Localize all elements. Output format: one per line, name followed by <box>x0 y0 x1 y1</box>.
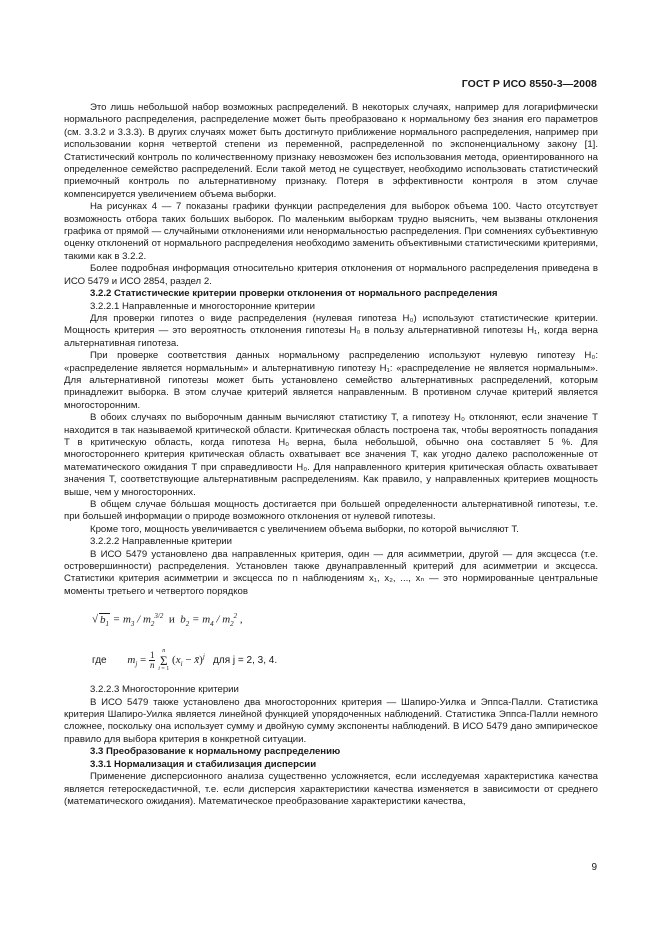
subsection-heading: 3.3.1 Нормализация и стабилизация дисперсии <box>90 758 317 770</box>
paragraph: В обоих случаях по выборочным данным вычисляют статистику T, а гипотезу H₀ отклоняют, если значение T находится в так называемой критической области. Критическая область построена так, чтобы вероятность попадания T в критическую область, когда гипотеза H₀ верна, была небольшой, обычно она составляет 5 %. Для многостороннего критерия критическая область охватывает все значения T, как угодно далеко расположенные от математического ожидания T при справедливости H₀. Для направленного критерия критическая область охватывает значения T, соответствующие альтернативным распределениям. Как правило, у направленных критериев мощность выше, чем у многосторонних. <box>64 412 598 498</box>
paragraph: При проверке соответствия данных нормальному распределению используют нулевую гипотезу H₀: «распределение является нормальным» и альтернативную гипотезу H₁: «распределение не является нормальным». Для альтернативной гипотезы может быть установлено семейство альтернативных распределений, которым принадлежит выборка. В этом случае критерий является направленным. В противном случае критерий является многосторонним. <box>64 350 598 411</box>
formula-condition: для j = 2, 3, 4. <box>213 655 278 667</box>
moments-formula <box>64 598 598 684</box>
moment-definition-formula: где $m_j$ = $\frac{1}{n}$ n Σ i = 1 ($x_i$ − x̄)$^j$ для j = 2, 3, 4. <box>92 648 278 673</box>
where-label: где <box>92 655 107 667</box>
document-header: ГОСТ Р ИСО 8550-3—2008 <box>461 78 597 90</box>
subsection-heading: 3.2.2.2 Направленные критерии <box>90 536 233 548</box>
paragraph: Кроме того, мощность увеличивается с увеличением объема выборки, по которой вычисляют T. <box>90 523 519 535</box>
paragraph: В ИСО 5479 также установлено два многосторонних критерия — Шапиро-Уилка и Эппса-Палли. Статистика критерия Шапиро-Уилка является линейной функцией упорядоченных наблюдений. Статистика Эппса-Палли немного сложнее, поскольку она использует сумму и двойную сумму экспоненты наблюдений. В ИСО 5479 дано эмпирическое правило для выбора критерия в конкретной ситуации. <box>64 696 598 745</box>
paragraph: В общем случае бóльшая мощность достигается при большей определенности альтернативной гипотезы, т.е. при большей информации о природе возможного отклонения от нулевой гипотезы. <box>64 499 598 523</box>
section-heading: 3.2.2 Статистические критерии проверки отклонения от нормального распределения <box>90 288 498 300</box>
paragraph: Это лишь небольшой набор возможных распределений. В некоторых случаях, например для логарифмически нормального распределения, распределение может быть преобразовано к нормальному без знания его параметров (см. 3.3.2 и 3.3.3). В других случаях может быть достигнуто приближение нормального распределения, например при использовании корня четвертой степени из переменной, распределенной по экспоненциальному закону [1]. Статистический контроль по количественному признаку невозможен без использования метода, ориентированного на определенное семейство распределений. Если такой метод не существует, необходимо использовать статистический приемочный контроль по альтернативному признаку. Потеря в эффективности контроля в этом случае компенсируется увеличением объема выборки. <box>64 102 598 200</box>
paragraph: Применение дисперсионного анализа существенно усложняется, если исследуемая характеристика качества является гетероскедастичной, т.е. если дисперсия характеристики качества изменяется в зависимости от среднего (математического ожидания). Математическое преобразование характеристики качества, <box>64 771 598 807</box>
paragraph: Для проверки гипотез о виде распределения (нулевая гипотеза H₀) используют статистические критерии. Мощность критерия — это вероятность отклонения гипотезы H₀ в пользу альтернативной гипотезы H₁, когда верна альтернативная гипотеза. <box>64 312 598 349</box>
subsection-heading: 3.2.2.3 Многосторонние критерии <box>90 684 239 696</box>
paragraph: Более подробная информация относительно критерия отклонения от нормального распределения приведена в ИСО 5479 и ИСО 2854, раздел 2. <box>64 263 598 287</box>
document-body <box>64 102 598 808</box>
section-heading: 3.3 Преобразование к нормальному распределению <box>90 746 341 758</box>
subsection-heading: 3.2.2.1 Направленные и многосторонние критерии <box>90 300 315 312</box>
paragraph: На рисунках 4 — 7 показаны графики функции распределения для выборок объема 100. Часто отсутствует возможность отбора таких больших выборок. По маленьким выборкам трудно выяснить, чем вызваны отклонения графика от прямой — случайными отклонениями или ненормальностью распределения. При сомнениях субъективную оценку отклонений от нормального распределения необходимо заменить объективными статистическими критериями, такими как в 3.2.2. <box>64 201 598 262</box>
page-number: 9 <box>591 862 597 873</box>
skewness-kurtosis-formula: √ $b_1 = m_3 / m_2^{3/2}$ и $b_2 = m_4 / m_2^2$ , <box>92 612 243 629</box>
paragraph: В ИСО 5479 установлено два направленных критерия, один — для асимметрии, другой — для эксцесса (т.е. островершинности) распределения. Установлен также двунаправленный критерий для асимметрии и эксцесса. Статистики критерия асимметрии и эксцесса по n наблюдениям x₁, x₂, ..., xₙ — это нормированные центральные моменты третьего и четвертого порядков <box>64 548 598 597</box>
